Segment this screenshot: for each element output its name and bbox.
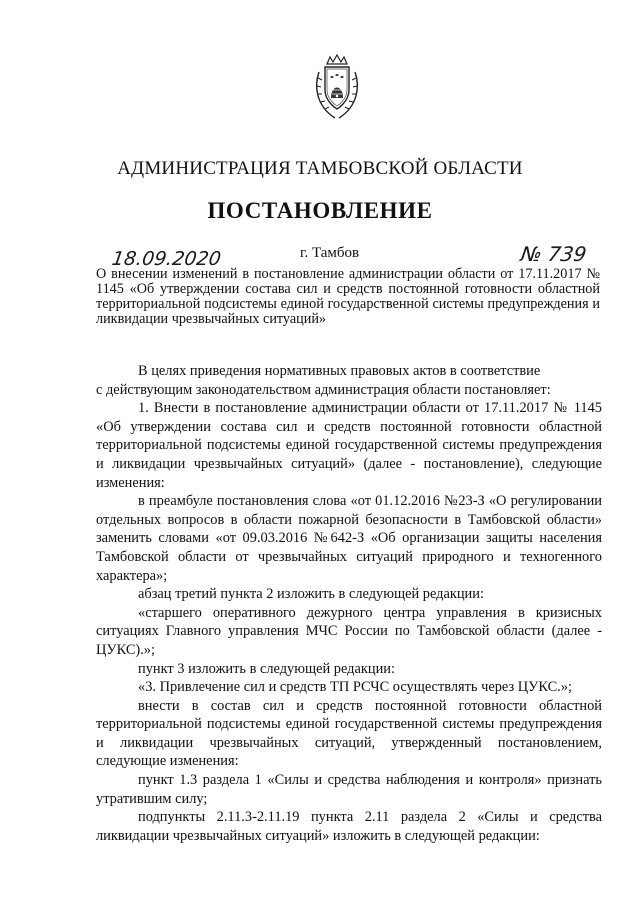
paragraph: внести в состав сил и средств постоянной готовности областной территориальной подсистемы единой государственной системы предупреждения и ликвидации чрезвычайных ситуаций, утвержденный постановлением, следующие изменения:	[96, 697, 602, 770]
document-title: О внесении изменений в постановление администрации области от 17.11.2017 № 1145 «Об утверждении состава сил и средств постоянной готовности областной территориальной подсистемы единой государственной системы предупреждения и ликвидации чрезвычайных ситуаций»	[96, 266, 600, 327]
paragraph: «старшего оперативного дежурного центра управления в кризисных ситуациях Главного управления МЧС России по Тамбовской области (далее - ЦУКС).»;	[96, 604, 602, 658]
document-city: г. Тамбов	[300, 245, 360, 261]
document-type: ПОСТАНОВЛЕНИЕ	[207, 198, 433, 223]
paragraph: 1. Внести в постановление администрации области от 17.11.2017 № 1145 «Об утверждении состава сил и средств постоянной готовности областной территориальной подсистемы единой государственной системы предупреждения и ликвидации чрезвычайных ситуаций» (далее - постановление), следующие изменения:	[96, 400, 602, 491]
organization-name: АДМИНИСТРАЦИЯ ТАМБОВСКОЙ ОБЛАСТИ	[117, 158, 523, 179]
paragraph: абзац третий пункта 2 изложить в следующей редакции:	[138, 586, 484, 603]
paragraph: с действующим законодательством администрация области постановляет:	[96, 381, 551, 398]
document-date: 18.09.2020	[110, 248, 223, 270]
paragraph: в преамбуле постановления слова «от 01.12.2016 №23-З «О регулировании отдельных вопросов в области пожарной безопасности в Тамбовской области» заменить словами «от 09.03.2016 №642-З «Об организации защиты населения Тамбовской области от чрезвычайных ситуаций природного и техногенного характера»;	[96, 493, 602, 584]
paragraph: «3. Привлечение сил и средств ТП РСЧС осуществлять через ЦУКС.»;	[138, 679, 572, 696]
paragraph: пункт 1.3 раздела 1 «Силы и средства наблюдения и контроля» признать утратившим силу;	[96, 772, 602, 807]
coat-of-arms-icon	[313, 54, 361, 122]
document-number: № 739	[519, 242, 589, 266]
paragraph: В целях приведения нормативных правовых актов в соответствие	[138, 363, 541, 379]
document-body	[96, 362, 602, 845]
paragraph: пункт 3 изложить в следующей редакции:	[138, 660, 395, 677]
paragraph: подпункты 2.11.3-2.11.19 пункта 2.11 раздела 2 «Силы и средства ликвидации чрезвычайных ситуаций» изложить в следующей редакции:	[96, 809, 602, 844]
